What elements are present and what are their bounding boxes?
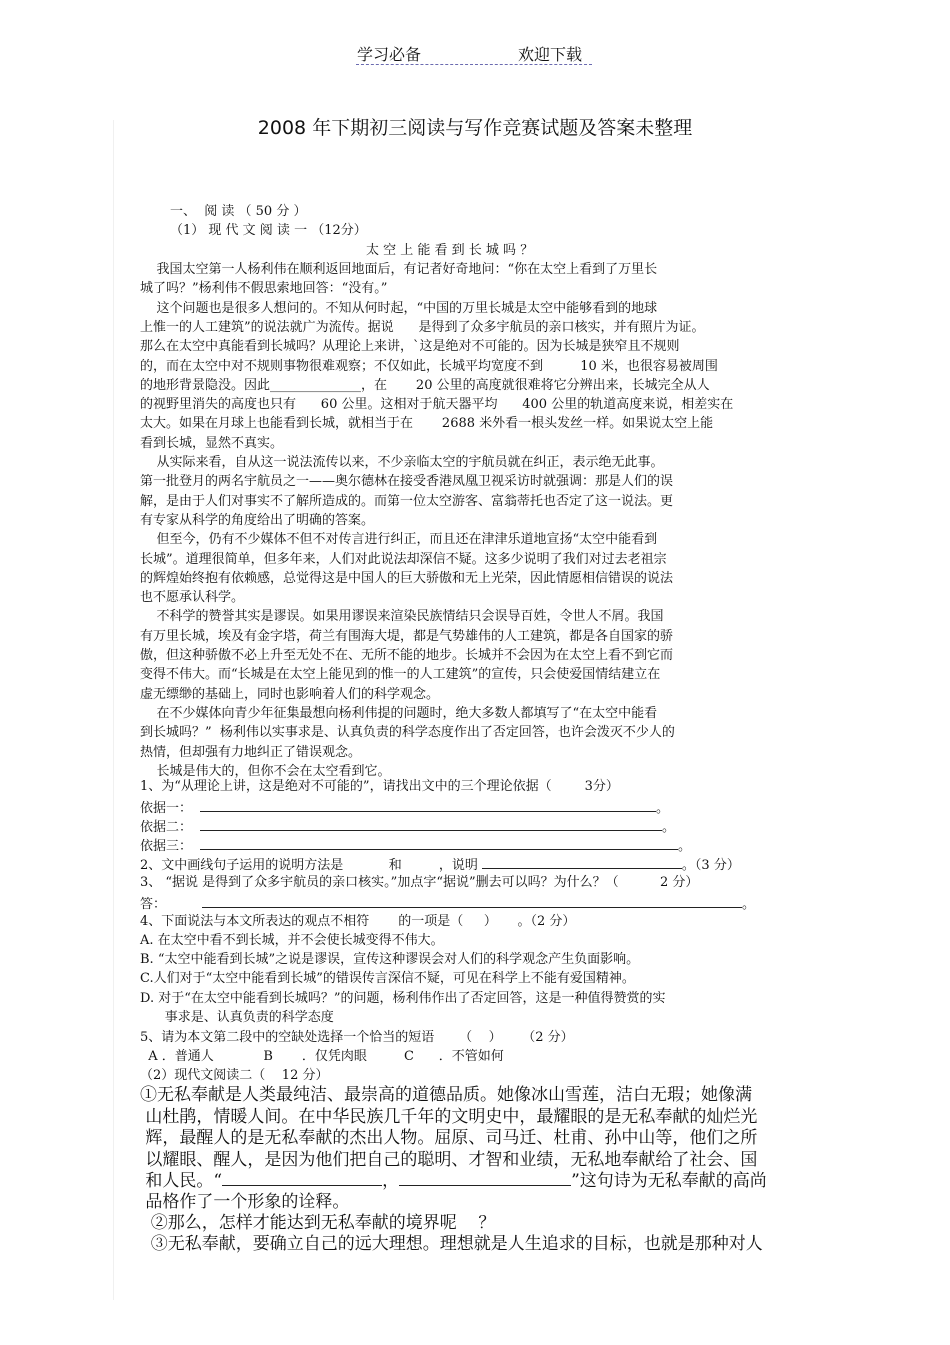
article-2-line: 品格作了一个形象的诠释。 xyxy=(140,1192,350,1212)
article-1-line: 太大。如果在月球上也能看到长城，就相当于在 2688 米外看一根头发丝一样。如果说太空上能 xyxy=(140,416,714,432)
option-d-cont: 事求是、认真负责的科学态度 xyxy=(140,1010,334,1025)
article-2-line: ③无私奉献，要确立自己的远大理想。理想就是人生追求的目标，也就是那种对人 xyxy=(140,1234,763,1254)
answer-line-q3: 答： 。 xyxy=(140,893,755,914)
answer-blank-3[interactable] xyxy=(200,835,678,850)
article-1-line: 有专家从科学的角度给出了明确的答案。 xyxy=(140,512,375,528)
article-1-line: 变得不伟大。而“长城是在太空上能见到的惟一的人工建筑”的宣传，只会使爱国情结建立在 xyxy=(140,667,661,683)
article-1-line: 的地形背景隐没。因此______________，在 20 公里的高度就很难将它分辨出来，长城完全从人 xyxy=(140,377,710,393)
option-c[interactable]: C.人们对于“太空中能看到长城”的错误传言深信不疑，可见在科学上不能有爱国精神。 xyxy=(140,971,635,986)
quote-blank-2[interactable] xyxy=(399,1171,571,1186)
article-2-line: 山杜鹃，情暖人间。在中华民族几千年的文明史中，最耀眼的是无私奉献的灿烂光 xyxy=(140,1107,758,1127)
article-2-line: 以耀眼、醒人，是因为他们把自己的聪明、才智和业绩，无私地奉献给了社会、国 xyxy=(140,1150,758,1170)
article-2-line: ②那么，怎样才能达到无私奉献的境界呢 ？ xyxy=(140,1213,496,1233)
article-title: 太 空 上 能 看 到 长 城 吗 ？ xyxy=(366,243,534,258)
section-heading: 一、 阅 读 （ 50 分 ） xyxy=(170,204,307,219)
answer-label-1: 依据一： 。 xyxy=(140,797,669,818)
answer-label-2: 依据二： 。 xyxy=(140,816,675,837)
question-1: 1、为“从理论上讲，这是绝对不可能的”，请找出文中的三个理论依据（ 3分） xyxy=(140,779,619,794)
article-1-line: 也不愿承认科学。 xyxy=(140,590,245,606)
question-4: 4、下面说法与本文所表达的观点不相符 的一项是（ ） 。（2 分） xyxy=(140,914,576,929)
question-5-options[interactable]: A ．普通人 B ．仅凭肉眼 C ．不管如何 xyxy=(140,1049,504,1064)
article-1-line: 热情，但却强有力地纠正了错误观念。 xyxy=(140,744,362,760)
answer-blank-1[interactable] xyxy=(200,797,656,812)
header-divider xyxy=(356,64,592,65)
article-1-line: 上惟一的人工建筑”的说法就广为流传。据说 是得到了众多宇航员的亲口核实，并有照片为证。 xyxy=(140,319,705,335)
article-1-line: 有万里长城，埃及有金字塔，荷兰有围海大堤，都是气势雄伟的人工建筑，都是各自国家的骄 xyxy=(140,628,674,644)
article-1-line: 到长城吗？” 杨利伟以实事求是、认真负责的科学态度作出了否定回答，也许会泼灭不少人的 xyxy=(140,725,675,741)
article-1-line: 那么在太空中真能看到长城吗？从理论上来讲，`这是绝对不可能的。因为长城是狭窄且不规则 xyxy=(140,339,680,355)
article-1-line: 我国太空第一人杨利伟在顺利返回地面后，有记者好奇地问：“你在太空上看到了万里长 xyxy=(140,262,658,277)
option-d[interactable]: D. 对于“在太空中能看到长城吗？”的问题，杨利伟作出了否定回答，这是一种值得赞赏的实 xyxy=(140,991,666,1006)
article-1-line: 从实际来看，自从这一说法流传以来，不少亲临太空的宇航员就在纠正，表示绝无此事。 xyxy=(140,455,664,470)
question-5: 5、请为本文第二段中的空缺处选择一个恰当的短语 （ ） （2 分） xyxy=(140,1030,574,1045)
document-title: 2008 年下期初三阅读与写作竞赛试题及答案未整理 xyxy=(257,117,693,139)
article-1-line: 不科学的赞誉其实是谬误。如果用谬误来渲染民族情结只会误导百姓，令世人不屑。我国 xyxy=(140,609,664,625)
article-2-quote-line: 和人民。“ ， ”这句诗为无私奉献的高尚 xyxy=(140,1171,767,1191)
answer-blank-q2[interactable] xyxy=(482,854,682,869)
question-2: 2、文中画线句子运用的说明方法是 和 ，说明 。（3 分） xyxy=(140,854,740,875)
article-1-line: 傲，但这种骄傲不必上升至无处不在、无所不能的地步。长城并不会因为在太空上看不到它而 xyxy=(140,648,674,663)
article-1-line: 看到长城，显然不真实。 xyxy=(140,435,284,451)
question-3: 3、 “据说 是得到了众多宇航员的亲口核实。”加点字“据说”删去可以吗？为什么？（ 2 分） xyxy=(140,875,699,890)
article-2-line: ①无私奉献是人类最纯洁、最崇高的道德品质。她像冰山雪莲，洁白无瑕；她像满 xyxy=(140,1085,752,1105)
margin-rule xyxy=(113,120,114,1300)
article-1-line: 长城是伟大的，但你不会在太空看到它。 xyxy=(140,763,391,779)
article-2-line: 辉，最醒人的是无私奉献的杰出人物。屈原、司马迁、杜甫、孙中山等，他们之所 xyxy=(140,1128,758,1148)
article-1-line: 第一批登月的两名宇航员之一——奥尔德林在接受香港凤凰卫视采访时就强调：那是人们的误 xyxy=(140,474,674,490)
article-1-line: 的，而在太空中对不规则事物很难观察；不仅如此，长城平均宽度不到 10 米，也很容易被周围 xyxy=(140,358,718,374)
article-1-line: 城了吗？”杨利伟不假思索地回答：“没有。” xyxy=(140,281,388,297)
subsection-2-heading: （2）现代文阅读二（ 12 分） xyxy=(140,1068,329,1083)
article-1-line: 长城”。道理很简单，但多年来，人们对此说法却深信不疑。这多少说明了我们对过去老祖宗 xyxy=(140,551,667,567)
option-a[interactable]: A. 在太空中看不到长城，并不会使长城变得不伟大。 xyxy=(140,933,444,948)
header-left: 学习必备 xyxy=(357,45,422,64)
article-1-line: 的辉煌始终抱有依赖感，总觉得这是中国人的巨大骄傲和无上光荣，因此情愿相信错误的说法 xyxy=(140,570,674,586)
article-1-line: 这个问题也是很多人想问的。不知从何时起，“中国的万里长城是太空中能够看到的地球 xyxy=(140,300,658,316)
article-1-line: 的视野里消失的高度也只有 60 公里。这相对于航天器平均 400 公里的轨道高度来说，相差实在 xyxy=(140,397,734,413)
article-1-line: 但至今，仍有不少媒体不但不对传言进行纠正，而且还在津津乐道地宣扬“太空中能看到 xyxy=(140,532,658,548)
option-b[interactable]: B. “太空中能看到长城”之说是谬误，宣传这种谬误会对人们的科学观念产生负面影响。 xyxy=(140,952,640,967)
subsection-heading: （1） 现 代 文 阅 读 一 （12分） xyxy=(170,223,367,238)
answer-blank-q3[interactable] xyxy=(202,893,742,908)
answer-blank-2[interactable] xyxy=(200,816,662,831)
header-right: 欢迎下载 xyxy=(518,45,583,64)
answer-label-3: 依据三： 。 xyxy=(140,835,691,856)
article-1-line: 虚无缥缈的基础上，同时也影响着人们的科学观念。 xyxy=(140,686,440,702)
article-1-line: 解，是由于人们对事实不了解所造成的。而第一位太空游客、富翁蒂托也否定了这一说法。更 xyxy=(140,493,674,509)
quote-blank-1[interactable] xyxy=(222,1171,382,1186)
article-1-line: 在不少媒体向青少年征集最想向杨利伟提的问题时，绝大多数人都填写了“在太空中能看 xyxy=(140,705,658,721)
